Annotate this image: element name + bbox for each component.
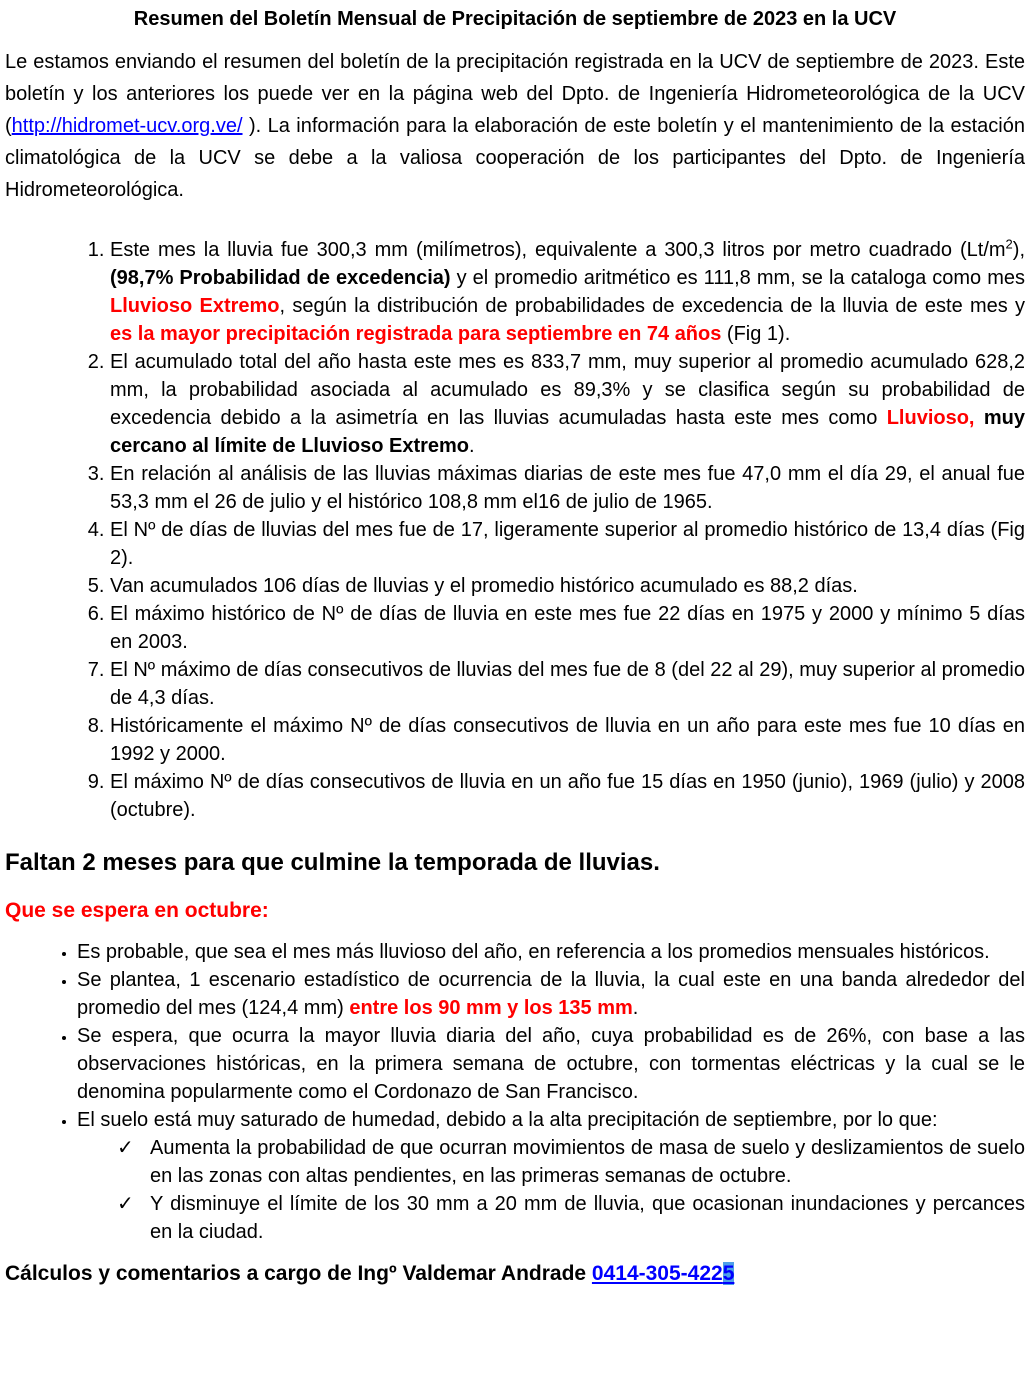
numbered-item: 7. El Nº máximo de días consecutivos de lluvias del mes fue de 8 (del 22 al 29), muy superior al promedio de 4,3 días.	[110, 656, 1025, 712]
checkmark-item: ✓ Y disminuye el límite de los 30 mm a 20 mm de lluvia, que ocasionan inundaciones y percances en la ciudad.	[117, 1190, 1025, 1246]
numbered-item: 6. El máximo histórico de Nº de días de lluvia en este mes fue 22 días en 1975 y 2000 y mínimo 5 días en 2003.	[110, 600, 1025, 656]
numbered-findings-list	[5, 236, 1025, 824]
numbered-item: 8. Históricamente el máximo Nº de días consecutivos de lluvia en un año para este mes fue 10 días en 1992 y 2000.	[110, 712, 1025, 768]
intro-text-before-link: Le estamos enviando el resumen del boletín de la precipitación registrada en la UCV de septiembre de 2023. Este boletín y los anteriores los puede ver en la página web del Dpto. de Ingeniería Hidrometeorológica de la UCV (	[5, 51, 1025, 137]
bullet-item: • Es probable, que sea el mes más lluvioso del año, en referencia a los promedios mensuales históricos.	[77, 938, 1025, 966]
october-expectations-list	[5, 938, 1025, 1246]
phone-number-selected-char: 5	[722, 1262, 735, 1285]
numbered-item: 3. En relación al análisis de las lluvias máximas diarias de este mes fue 47,0 mm el día 29, el anual fue 53,3 mm el 26 de julio y el histórico 108,8 mm el16 de julio de 1965.	[110, 460, 1025, 516]
hidromet-website-link[interactable]: http://hidromet-ucv.org.ve/	[11, 115, 243, 137]
season-heading: Faltan 2 meses para que culmine la temporada de lluvias.	[5, 849, 660, 876]
footer-credit-text: Cálculos y comentarios a cargo de Ingº Valdemar Andrade	[5, 1262, 592, 1285]
intro-text-after-link: ). La información para la elaboración de este boletín y el mantenimiento de la estación climatológica de la UCV se debe a la valiosa cooperación de los participantes del Dpto. de Ingeniería Hidrometeorológica.	[5, 115, 1025, 201]
checkmark-list	[117, 1134, 1025, 1246]
phone-number-link[interactable]	[592, 1262, 734, 1285]
numbered-item: 2. El acumulado total del año hasta este mes es 833,7 mm, muy superior al promedio acumulado 628,2 mm, la probabilidad asociada al acumulado es 89,3% y se clasifica según su probabilidad de excedencia debido a la asimetría en las lluvias acumuladas hasta este mes como Lluvioso, muy cercano al límite de Lluvioso Extremo.	[110, 348, 1025, 460]
intro-paragraph	[5, 46, 1025, 206]
numbered-item: 1. Este mes la lluvia fue 300,3 mm (milímetros), equivalente a 300,3 litros por metro cuadrado $(Lt/m^2)$, (98,7% Probabilidad de excedencia) y el promedio aritmético es 111,8 mm, se la cataloga como mes Lluvioso Extremo, según la distribución de probabilidades de excedencia de la lluvia de este mes y es la mayor precipitación registrada para septiembre en 74 años (Fig 1).	[110, 236, 1025, 348]
october-expectations-heading: Que se espera en octubre:	[5, 899, 269, 922]
bullet-item: • Se espera, que ocurra la mayor lluvia diaria del año, cuya probabilidad es de 26%, con base a las observaciones históricas, en la primera semana de octubre, con tormentas eléctricas y la cual se le denomina popularmente como el Cordonazo de San Francisco.	[77, 1022, 1025, 1106]
numbered-item: 9. El máximo Nº de días consecutivos de lluvia en un año fue 15 días en 1950 (junio), 1969 (julio) y 2008 (octubre).	[110, 768, 1025, 824]
footer-credit	[5, 1260, 1025, 1288]
phone-number-text: 0414-305-422	[591, 1262, 723, 1285]
numbered-item: 4. El Nº de días de lluvias del mes fue de 17, ligeramente superior al promedio histórico de 13,4 días (Fig 2).	[110, 516, 1025, 572]
checkmark-item: ✓ Aumenta la probabilidad de que ocurran movimientos de masa de suelo y deslizamientos de suelo en las zonas con altas pendientes, en las primeras semanas de octubre.	[117, 1134, 1025, 1190]
page-title: Resumen del Boletín Mensual de Precipitación de septiembre de 2023 en la UCV	[133, 8, 897, 30]
bullet-item: • Se plantea, 1 escenario estadístico de ocurrencia de la lluvia, la cual este en una banda alrededor del promedio del mes (124,4 mm) entre los 90 mm y los 135 mm.	[77, 966, 1025, 1022]
bullet-item: • El suelo está muy saturado de humedad, debido a la alta precipitación de septiembre, por lo que: ✓ Aumenta la probabilidad de que ocurran movimientos de masa de suelo y deslizamientos de suelo en las zonas con altas pendientes, en las primeras semanas de octubre. ✓ Y disminuye el límite de los 30 mm a 20 mm de lluvia, que ocasionan inundaciones y percances en la ciudad.	[77, 1106, 1025, 1246]
numbered-item: 5. Van acumulados 106 días de lluvias y el promedio histórico acumulado es 88,2 días.	[110, 572, 1025, 600]
